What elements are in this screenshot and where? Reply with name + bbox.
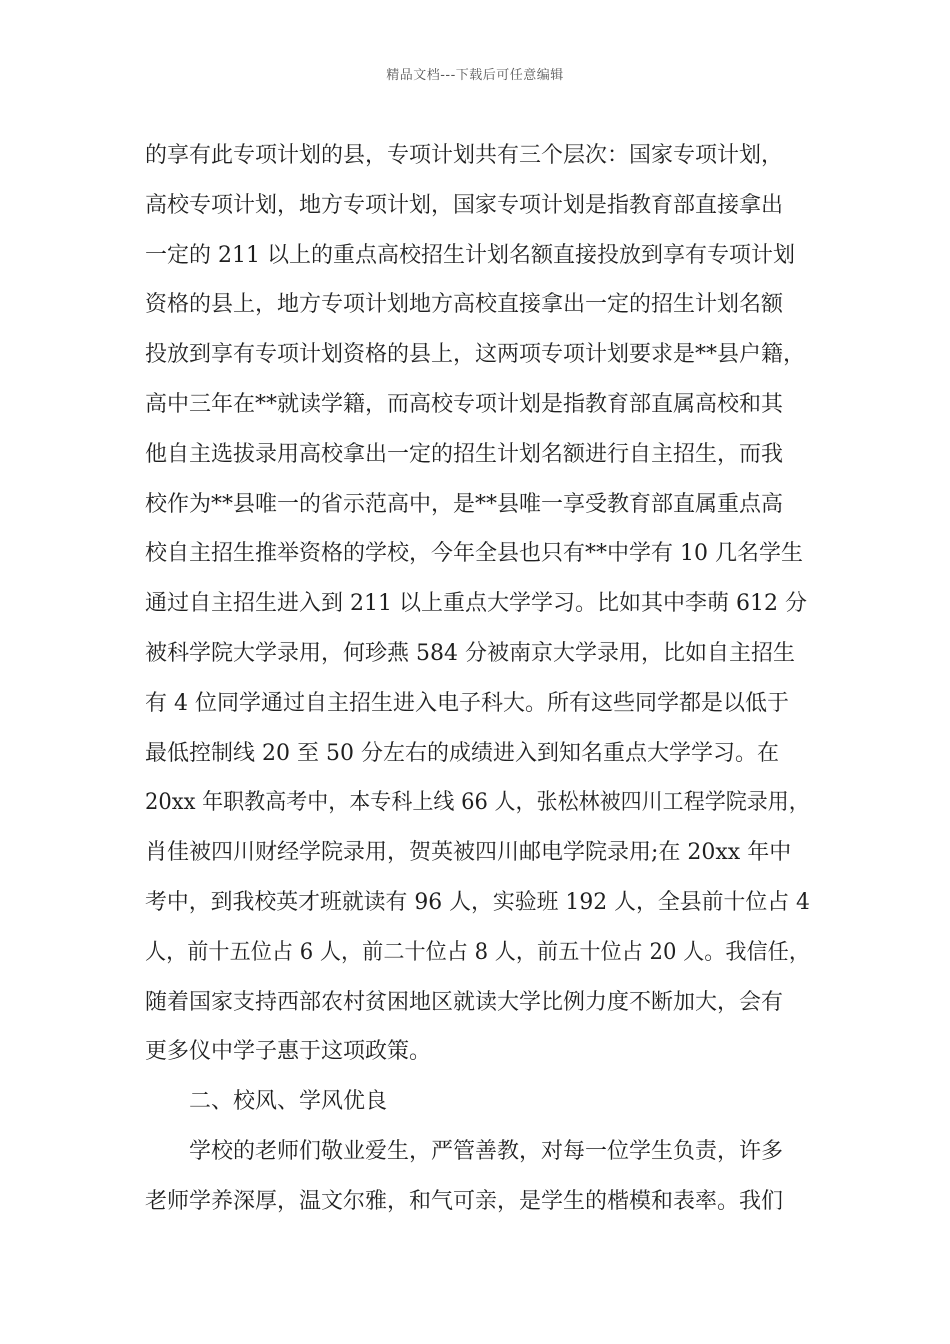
text-line: 校作为**县唯一的省示范高中，是**县唯一享受教育部直属重点高 [145, 491, 784, 517]
text-line: 他自主选拔录用高校拿出一定的招生计划名额进行自主招生，而我 [145, 441, 784, 467]
text-line: 更多仪中学子惠于这项政策。 [145, 1039, 432, 1065]
text-line: 校自主招生推举资格的学校，今年全县也只有**中学有 10 几名学生 [145, 541, 803, 567]
text-line: 随着国家支持西部农村贫困地区就读大学比例力度不断加大，会有 [145, 989, 784, 1015]
page-header: 精品文档---下载后可任意编辑 [386, 68, 564, 83]
text-line: 有 4 位同学通过自主招生进入电子科大。所有这些同学都是以低于 [145, 690, 789, 716]
text-line: 肖佳被四川财经学院录用，贺英被四川邮电学院录用;在 20xx 年中 [145, 840, 792, 866]
text-line: 高中三年在**就读学籍，而高校专项计划是指教育部直属高校和其 [145, 391, 784, 417]
text-line: 一定的 211 以上的重点高校招生计划名额直接投放到享有专项计划 [145, 242, 795, 268]
text-line: 的享有此专项计划的县，专项计划共有三个层次：国家专项计划， [145, 143, 784, 168]
text-line: 人，前十五位占 6 人，前二十位占 8 人，前五十位占 20 人。我信任， [145, 939, 810, 965]
text-line: 资格的县上，地方专项计划地方高校直接拿出一定的招生计划名额 [145, 292, 784, 318]
text-line: 最低控制线 20 至 50 分左右的成绩进入到知名重点大学学习。在 [145, 740, 779, 766]
text-line: 通过自主招生进入到 211 以上重点大学学习。比如其中李萌 612 分 [145, 591, 807, 617]
text-line: 老师学养深厚，温文尔雅，和气可亲，是学生的楷模和表率。我们 [145, 1188, 784, 1214]
section-heading: 二、校风、学风优良 [189, 1089, 388, 1115]
paragraph-start-line: 学校的老师们敬业爱生，严管善教，对每一位学生负责，许多 [189, 1138, 784, 1164]
text-line: 考中，到我校英才班就读有 96 人，实验班 192 人，全县前十位占 4 [145, 889, 810, 915]
text-line: 20xx 年职教高考中，本专科上线 66 人，张松林被四川工程学院录用， [145, 790, 810, 816]
text-line: 投放到享有专项计划资格的县上，这两项专项计划要求是**县户籍， [145, 342, 806, 368]
text-line: 高校专项计划，地方专项计划，国家专项计划是指教育部直接拿出 [145, 192, 784, 218]
text-line: 被科学院大学录用，何珍燕 584 分被南京大学录用，比如自主招生 [145, 640, 795, 666]
body-text [145, 131, 810, 1227]
